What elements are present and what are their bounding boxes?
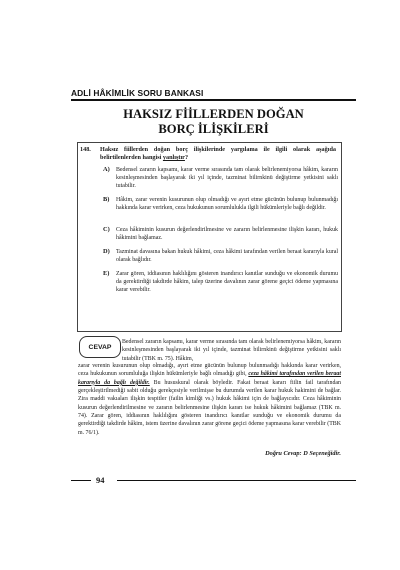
option-d-letter: D): [103, 248, 110, 255]
answer-text-first: Bedensel zararın kapsamı, karar verme sırasında tam olarak belirlenemiyorsa hâkim, kararın kesinleşmesinden başlayarak iki yıl içinde, tazminat bilirnkinü değiştirme yetkisini saklı tutabilir (TBK m. 75). Hâkim,: [122, 339, 341, 362]
option-e-letter: E): [103, 270, 110, 277]
chapter-title-line2: BORÇ İLİŞKİLERİ: [158, 122, 269, 136]
book-header: ADLİ HÂKİMLİK SORU BANKASI: [71, 88, 204, 98]
question-underlined-word: yanlıştır: [162, 154, 185, 161]
page-number: 94: [96, 475, 105, 485]
option-e-text: Zarar gören, iddiasının haklılığını gösteren inandırıcı kanıtlar sunduğu ve ekonomik durumu da gerektirdiği takdirde hâkim, talep üzerine davalının zarar görene geçici ödeme yapmasına karar verebilir.: [116, 271, 338, 293]
footer-rule-left: [71, 480, 91, 481]
answer-badge: CEVAP: [79, 336, 121, 358]
header-rule: [71, 99, 356, 101]
option-a-text: Bedensel zararın kapsamı, karar verme sırasında tam olarak belirlenemiyorsa hâkim, kararın kesinleşmesinden başlayarak iki yıl içinde, tazminat bilirnkinü değiştirme yetkisini saklı tutabilir.: [116, 167, 338, 189]
option-a-letter: A): [103, 166, 110, 173]
answer-text-after: Bu hususkural olarak böyledir. Fakat beraat kararı fiilin fail tarafından gerçekleştirilmediği sabit olduğu gerekçesiyle verilmişse bu durumda verilen karar hukuk hakimini de bağlar. Zira maddi vakıaları ilişkin tespitler (failin kimliği vs.) hukuk hâkimi için de bağlayıcıdır. Ceza hâkiminin kusurun değerlendirilmesine ve zararın belirlenmesine ilişkin kararı ise hukuk hâkimini bağlamaz (TBK m. 74). Zarar gören, iddiasının haklılığını gösteren inandırıcı kanıtlar sunduğu ve ekonomik durumu da gerektirdiği takdirde hâkim, istem üzerine davalının zarar görene geçici ödeme yapmasına karar verebilir (TBK m. 76/1).: [78, 379, 341, 436]
question-number: 148.: [80, 146, 91, 153]
option-b-text: Hâkim, zarar verenin kusurunun olup olmadığı ve ayırt etme gücünün bulunup bulunmadığı hakkında karar verirken, ceza hukukunun sorumlulukla ilgili hükümleriyle bağlı değildir.: [116, 197, 338, 211]
answer-emphasis: ceza hâkimi tarafından verilen beraat kararıyla da bağlı değildir.: [78, 371, 341, 386]
question-text-before: Haksız fiillerden doğan borç ilişkilerinde yargılama ile ilgili olarak aşağıda belirtilenlerden hangisi: [100, 146, 336, 161]
answer-text-before: zarar verenin kusurunun olup olmadığı, ayırt etme gücünün bulunup bulunmadığı hakkında karar verirken, ceza hukukunun sorumluluğa ilişkin hükümleriyle bağlı olmadığı gibi,: [78, 363, 341, 378]
chapter-title-line1: HAKSIZ FİİLLERDEN DOĞAN: [123, 107, 304, 121]
option-c-text: Ceza hâkiminin kusurun değerlendirilmesine ve zararın belirlenmesine ilişkin kararı, hukuk hâkimini bağlamaz.: [116, 227, 338, 241]
option-b-letter: B): [103, 196, 110, 203]
question-text: [100, 146, 336, 162]
correct-answer: Doğru Cevap: D Seçeneğidir.: [265, 450, 341, 457]
option-d-text: Tazminat davasına bakan hukuk hâkimi, ceza hâkimi tarafından verilen beraat kararıyla kural olarak bağlıdır.: [116, 249, 338, 263]
option-c-letter: C): [103, 226, 110, 233]
question-text-after: ?: [184, 154, 189, 161]
footer-rule-right: [117, 480, 356, 481]
answer-text-rest: [78, 362, 341, 437]
